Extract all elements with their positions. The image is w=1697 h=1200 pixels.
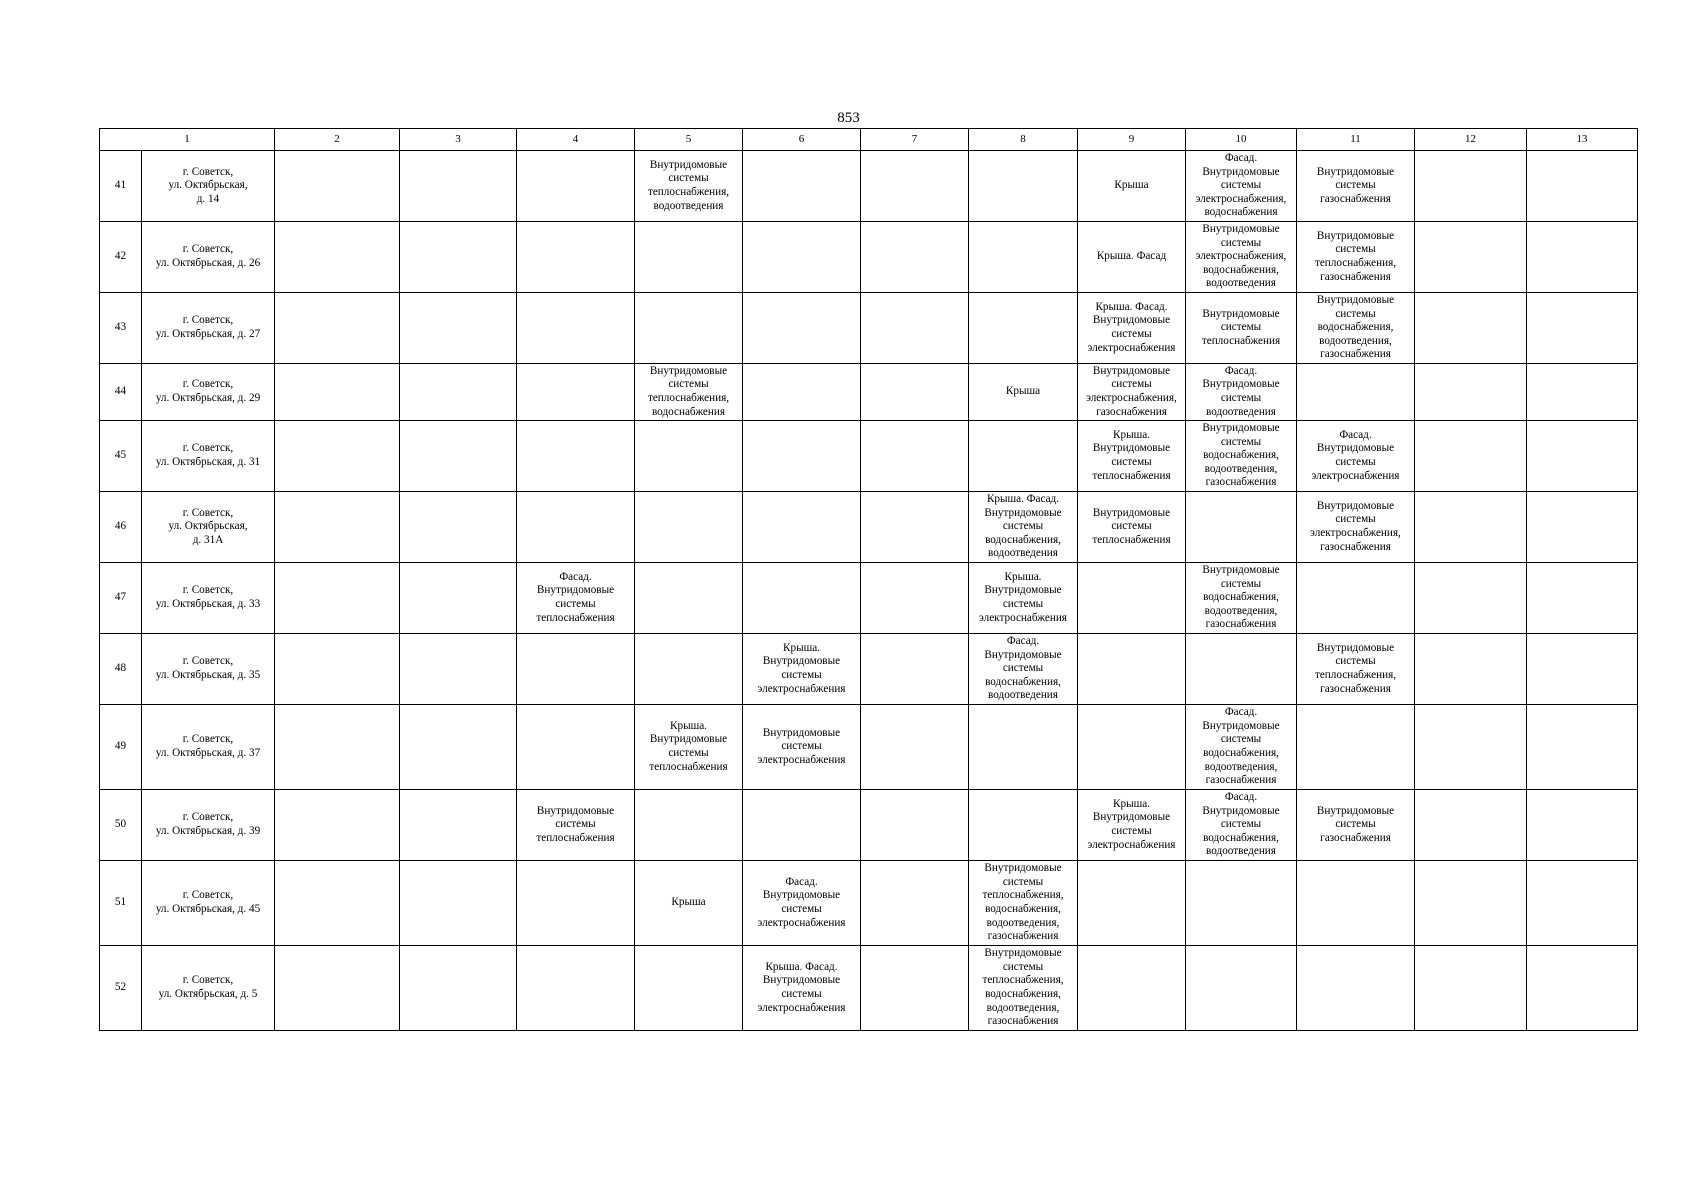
work-cell — [861, 151, 969, 222]
work-cell: Внутридомовые системы водоснабжения, водоотведения, газоснабжения — [1186, 421, 1297, 492]
work-cell: Фасад. Внутридомовые системы водоснабжения, водоотведения, газоснабжения — [1186, 705, 1297, 790]
work-cell — [861, 222, 969, 293]
column-header: 3 — [400, 129, 517, 151]
work-cell — [517, 222, 635, 293]
work-cell — [275, 946, 400, 1031]
work-cell — [275, 563, 400, 634]
table-row — [100, 492, 1638, 563]
work-cell — [861, 364, 969, 421]
work-cell — [635, 222, 743, 293]
table-row — [100, 222, 1638, 293]
work-cell — [635, 790, 743, 861]
work-cell — [861, 705, 969, 790]
work-cell — [275, 151, 400, 222]
work-cell: Крыша. Фасад. Внутридомовые системы водоснабжения, водоотведения — [969, 492, 1078, 563]
work-cell: Крыша. Внутридомовые системы электроснабжения — [1078, 790, 1186, 861]
work-cell: Фасад. Внутридомовые системы водоотведения — [1186, 364, 1297, 421]
work-cell — [743, 293, 861, 364]
work-cell — [969, 151, 1078, 222]
column-header: 13 — [1527, 129, 1638, 151]
work-cell — [743, 790, 861, 861]
work-cell — [1415, 293, 1527, 364]
work-cell — [861, 492, 969, 563]
work-cell — [517, 364, 635, 421]
work-cell — [861, 563, 969, 634]
work-cell — [743, 222, 861, 293]
address-cell: г. Советск, ул. Октябрьская, д. 35 — [142, 634, 275, 705]
work-cell — [743, 563, 861, 634]
column-header: 10 — [1186, 129, 1297, 151]
work-cell — [517, 861, 635, 946]
address-cell: г. Советск, ул. Октябрьская, д. 33 — [142, 563, 275, 634]
work-cell — [400, 705, 517, 790]
work-cell: Внутридомовые системы газоснабжения — [1297, 790, 1415, 861]
work-cell — [861, 421, 969, 492]
work-cell: Крыша. Внутридомовые системы электроснабжения — [969, 563, 1078, 634]
work-cell — [635, 946, 743, 1031]
work-cell: Внутридомовые системы электроснабжения — [743, 705, 861, 790]
address-cell: г. Советск, ул. Октябрьская, д. 29 — [142, 364, 275, 421]
work-cell: Внутридомовые системы теплоснабжения, водоснабжения, водоотведения, газоснабжения — [969, 946, 1078, 1031]
work-cell: Внутридомовые системы теплоснабжения, газоснабжения — [1297, 634, 1415, 705]
work-cell — [1078, 705, 1186, 790]
work-cell: Фасад. Внутридомовые системы водоснабжения, водоотведения — [1186, 790, 1297, 861]
work-cell — [1527, 421, 1638, 492]
work-cell — [1415, 421, 1527, 492]
work-cell — [517, 293, 635, 364]
row-number: 50 — [100, 790, 142, 861]
work-cell — [1415, 492, 1527, 563]
row-number: 47 — [100, 563, 142, 634]
column-header: 7 — [861, 129, 969, 151]
work-cell — [861, 946, 969, 1031]
work-cell — [400, 151, 517, 222]
table-row — [100, 151, 1638, 222]
work-cell — [275, 364, 400, 421]
work-cell — [743, 151, 861, 222]
work-cell — [275, 634, 400, 705]
work-cell — [1415, 861, 1527, 946]
work-cell — [635, 293, 743, 364]
work-cell: Крыша. Внутридомовые системы теплоснабжения — [1078, 421, 1186, 492]
work-cell — [969, 421, 1078, 492]
row-number: 51 — [100, 861, 142, 946]
work-cell: Крыша. Внутридомовые системы электроснабжения — [743, 634, 861, 705]
work-cell: Фасад. Внутридомовые системы электроснабжения, водоснабжения — [1186, 151, 1297, 222]
work-cell — [400, 634, 517, 705]
work-cell — [1078, 861, 1186, 946]
address-cell: г. Советск, ул. Октябрьская, д. 45 — [142, 861, 275, 946]
work-cell — [400, 946, 517, 1031]
work-cell — [1415, 790, 1527, 861]
table-row — [100, 563, 1638, 634]
work-cell: Внутридомовые системы теплоснабжения, водоснабжения, водоотведения, газоснабжения — [969, 861, 1078, 946]
address-cell: г. Советск, ул. Октябрьская, д. 5 — [142, 946, 275, 1031]
work-cell — [1297, 946, 1415, 1031]
table-row — [100, 634, 1638, 705]
work-cell — [400, 563, 517, 634]
work-cell — [969, 293, 1078, 364]
column-header: 11 — [1297, 129, 1415, 151]
work-cell — [969, 222, 1078, 293]
work-cell — [400, 492, 517, 563]
work-cell — [1527, 563, 1638, 634]
work-cell — [1186, 634, 1297, 705]
work-cell: Фасад. Внутридомовые системы электроснабжения — [1297, 421, 1415, 492]
work-cell — [517, 151, 635, 222]
work-cell: Крыша. Фасад. Внутридомовые системы электроснабжения — [743, 946, 861, 1031]
work-cell — [517, 492, 635, 563]
work-cell — [1527, 705, 1638, 790]
table-row — [100, 421, 1638, 492]
row-number: 52 — [100, 946, 142, 1031]
work-cell: Фасад. Внутридомовые системы электроснабжения — [743, 861, 861, 946]
work-cell — [635, 421, 743, 492]
work-cell — [1297, 861, 1415, 946]
work-cell: Крыша — [969, 364, 1078, 421]
work-cell — [1186, 861, 1297, 946]
row-number: 46 — [100, 492, 142, 563]
repair-schedule-table — [99, 128, 1638, 1031]
work-cell — [635, 563, 743, 634]
work-cell — [861, 293, 969, 364]
work-cell — [400, 421, 517, 492]
page-number: 853 — [837, 110, 860, 126]
row-number: 48 — [100, 634, 142, 705]
work-cell — [400, 861, 517, 946]
work-cell — [1527, 790, 1638, 861]
work-cell — [275, 492, 400, 563]
work-cell — [1527, 946, 1638, 1031]
work-cell: Крыша. Фасад. Внутридомовые системы электроснабжения — [1078, 293, 1186, 364]
work-cell: Фасад. Внутридомовые системы водоснабжения, водоотведения — [969, 634, 1078, 705]
work-cell — [1527, 861, 1638, 946]
address-cell: г. Советск, ул. Октябрьская, д. 37 — [142, 705, 275, 790]
table-row — [100, 364, 1638, 421]
table-row — [100, 946, 1638, 1031]
work-cell — [969, 705, 1078, 790]
address-cell: г. Советск, ул. Октябрьская, д. 39 — [142, 790, 275, 861]
work-cell — [1415, 634, 1527, 705]
work-cell — [1415, 946, 1527, 1031]
work-cell: Внутридомовые системы теплоснабжения, газоснабжения — [1297, 222, 1415, 293]
column-header: 5 — [635, 129, 743, 151]
address-cell: г. Советск, ул. Октябрьская, д. 27 — [142, 293, 275, 364]
work-cell — [1297, 364, 1415, 421]
work-cell — [517, 946, 635, 1031]
work-cell: Внутридомовые системы теплоснабжения, водоотведения — [635, 151, 743, 222]
header-row — [100, 129, 1638, 151]
work-cell — [517, 634, 635, 705]
address-cell: г. Советск, ул. Октябрьская, д. 31 — [142, 421, 275, 492]
work-cell: Внутридомовые системы электроснабжения, газоснабжения — [1297, 492, 1415, 563]
work-cell — [400, 222, 517, 293]
work-cell — [1078, 946, 1186, 1031]
table-row — [100, 293, 1638, 364]
work-cell — [400, 364, 517, 421]
work-cell: Внутридомовые системы теплоснабжения — [1078, 492, 1186, 563]
table-row — [100, 705, 1638, 790]
column-header: 2 — [275, 129, 400, 151]
work-cell: Внутридомовые системы теплоснабжения, водоснабжения — [635, 364, 743, 421]
row-number: 44 — [100, 364, 142, 421]
work-cell: Внутридомовые системы теплоснабжения — [517, 790, 635, 861]
table-row — [100, 861, 1638, 946]
work-cell — [275, 293, 400, 364]
work-cell: Крыша — [1078, 151, 1186, 222]
work-cell — [275, 421, 400, 492]
column-header: 12 — [1415, 129, 1527, 151]
work-cell — [1527, 293, 1638, 364]
work-cell: Внутридомовые системы водоснабжения, водоотведения, газоснабжения — [1186, 563, 1297, 634]
work-cell — [1297, 705, 1415, 790]
row-number: 45 — [100, 421, 142, 492]
column-header: 9 — [1078, 129, 1186, 151]
work-cell — [1527, 492, 1638, 563]
row-number: 49 — [100, 705, 142, 790]
row-number: 43 — [100, 293, 142, 364]
work-cell — [1297, 563, 1415, 634]
work-cell: Фасад. Внутридомовые системы теплоснабжения — [517, 563, 635, 634]
work-cell: Внутридомовые системы водоснабжения, водоотведения, газоснабжения — [1297, 293, 1415, 364]
work-cell — [400, 790, 517, 861]
work-cell: Внутридомовые системы электроснабжения, газоснабжения — [1078, 364, 1186, 421]
work-cell: Крыша. Внутридомовые системы теплоснабжения — [635, 705, 743, 790]
work-cell: Крыша. Фасад — [1078, 222, 1186, 293]
work-cell — [275, 705, 400, 790]
work-cell: Внутридомовые системы газоснабжения — [1297, 151, 1415, 222]
row-number: 41 — [100, 151, 142, 222]
column-header: 1 — [100, 129, 275, 151]
column-header: 8 — [969, 129, 1078, 151]
work-cell — [861, 634, 969, 705]
work-cell — [969, 790, 1078, 861]
work-cell — [743, 492, 861, 563]
work-cell — [1415, 705, 1527, 790]
row-number: 42 — [100, 222, 142, 293]
address-cell: г. Советск, ул. Октябрьская, д. 26 — [142, 222, 275, 293]
work-cell: Внутридомовые системы теплоснабжения — [1186, 293, 1297, 364]
work-cell — [1186, 946, 1297, 1031]
work-cell — [1527, 634, 1638, 705]
address-cell: г. Советск, ул. Октябрьская, д. 14 — [142, 151, 275, 222]
table-row — [100, 790, 1638, 861]
work-cell — [1415, 151, 1527, 222]
work-cell — [517, 705, 635, 790]
work-cell — [275, 222, 400, 293]
work-cell — [743, 364, 861, 421]
work-cell — [1415, 364, 1527, 421]
work-cell: Крыша — [635, 861, 743, 946]
work-cell — [861, 790, 969, 861]
work-cell — [1527, 364, 1638, 421]
work-cell — [517, 421, 635, 492]
work-cell — [1078, 634, 1186, 705]
address-cell: г. Советск, ул. Октябрьская, д. 31А — [142, 492, 275, 563]
column-header: 4 — [517, 129, 635, 151]
work-cell — [1415, 222, 1527, 293]
work-cell — [635, 492, 743, 563]
work-cell — [275, 861, 400, 946]
work-cell — [635, 634, 743, 705]
work-cell: Внутридомовые системы электроснабжения, водоснабжения, водоотведения — [1186, 222, 1297, 293]
work-cell — [400, 293, 517, 364]
work-cell — [1527, 222, 1638, 293]
work-cell — [1415, 563, 1527, 634]
work-cell — [1078, 563, 1186, 634]
work-cell — [861, 861, 969, 946]
work-cell — [743, 421, 861, 492]
column-header: 6 — [743, 129, 861, 151]
work-cell — [1186, 492, 1297, 563]
work-cell — [1527, 151, 1638, 222]
work-cell — [275, 790, 400, 861]
